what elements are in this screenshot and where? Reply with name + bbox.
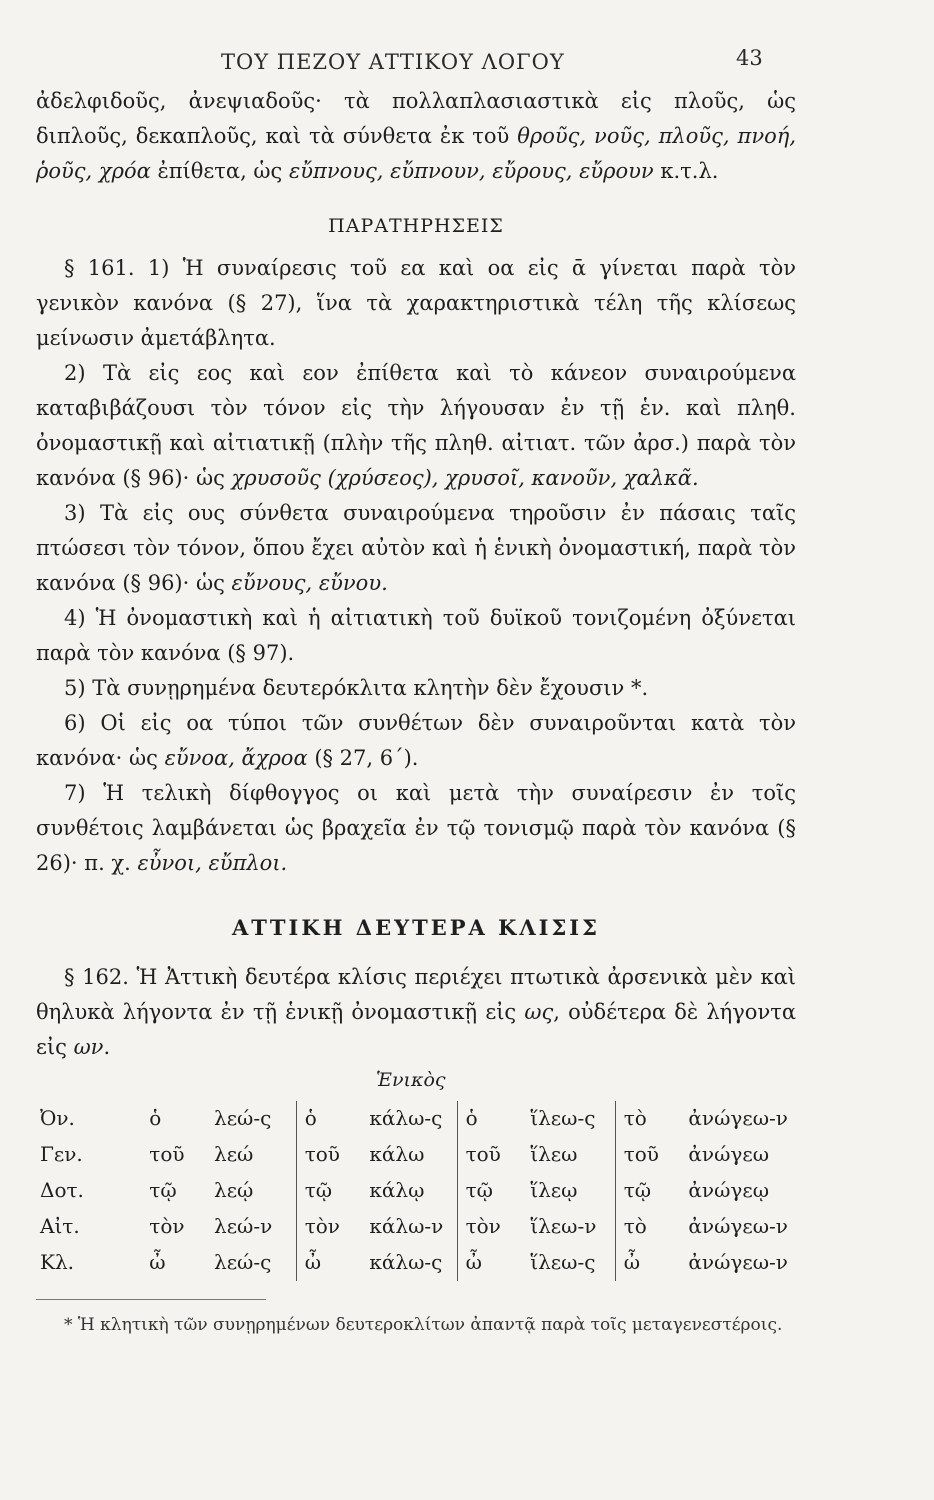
adjective-form: ἵλεω [530,1142,578,1166]
noun-form: κάλω-ν [369,1214,444,1238]
observation-2 [36,356,796,496]
adjective-form: ἵλεῳ [530,1178,578,1202]
observation-3-examples: εὔνους, εὔνου. [231,571,388,595]
paragraph-162-end: . [103,1035,111,1059]
case-label: Γεν. [40,1142,83,1166]
noun-form: ἀνώγεῳ [688,1178,770,1202]
observation-2-text: 2) Τὰ εἰς εος καὶ εον ἐπίθετα καὶ τὸ κάνεον συναιρούμενα καταβιβάζουσι τὸν τόνον εἰς τὴν λήγουσαν ἐν τῇ ἑν. καὶ πληθ. ὀνομαστικῇ καὶ αἰτιατικῇ (πλὴν τῆς πληθ. αἰτιατ. τῶν ἀρσ.) παρὰ τὸν κανόνα (§ 96)· ὡς [36,361,796,490]
observation-6-text: 6) Οἱ εἰς οα τύποι τῶν συνθέτων δὲν συναιροῦνται κατὰ τὸν κανόνα· ὡς [36,711,796,770]
article: ὁ [457,1101,522,1137]
intro-text-3: κ.τ.λ. [653,159,719,183]
article: ὦ [615,1245,680,1281]
ending-wn: ων [73,1035,104,1059]
noun-form: λεῴ [214,1178,254,1202]
section-heading: ΑΤΤΙΚΗ ΔΕΥΤΕΡΑ ΚΛΙΣΙΣ [232,915,600,940]
intro-text-1: ἀδελφιδοῦς, ἀνεψιαδοῦς· τὰ πολλαπλασιαστικὰ εἰς πλοῦς, ὡς διπλοῦς, δεκαπλοῦς, καὶ τὰ σύνθετα ἐκ τοῦ [36,89,796,148]
observations-heading: ΠΑΡΑΤΗΡΗΣΕΙΣ [328,215,504,237]
intro-examples: θροῦς, νοῦς, πλοῦς, πνοή, ῥοῦς, χρόα [36,124,797,183]
observation-3-text: 3) Τὰ εἰς ους σύνθετα συναιρούμενα τηροῦσιν ἐν πάσαις ταῖς πτώσεσι τὸν τόνον, ὅπου ἔχει αὐτὸν καὶ ἡ ἑνικὴ ὀνομαστική, παρὰ τὸν κανόνα (§ 96)· ὡς [36,501,796,595]
adjective-form: ἵλεω-ς [530,1250,596,1274]
article: τῷ [457,1173,522,1209]
running-title: ΤΟΥ ΠΕΖΟΥ ΑΤΤΙΚΟΥ ΛΟΓΟΥ [221,50,565,74]
adjective-form: ἵλεω-ν [530,1214,597,1238]
article: τὸν [457,1209,522,1245]
noun-form: κάλῳ [369,1178,425,1202]
table-row [40,1173,796,1209]
noun-form: ἀνώγεω [688,1142,770,1166]
page-number: 43 [736,46,763,70]
observation-7-examples: εὖνοι, εὔπλοι. [137,851,288,875]
article: ὁ [296,1101,361,1137]
singular-label: Ἑνικὸς [376,1069,446,1091]
noun-form: λεώ-ς [214,1250,272,1274]
article: ὁ [149,1106,162,1130]
noun-form: λεώ-ν [214,1214,273,1238]
table-row [40,1137,796,1173]
case-label: Δοτ. [40,1178,84,1202]
observation-3 [36,496,796,601]
article: τῷ [296,1173,361,1209]
intro-text-2: ἐπίθετα, ὡς [150,159,289,183]
footnote-divider [36,1299,266,1300]
paragraph-162 [36,960,796,1065]
article: τοῦ [149,1142,185,1166]
page-header [36,40,796,84]
noun-form: κάλω-ς [369,1106,443,1130]
observation-2-examples: χρυσοῦς (χρύσεος), χρυσοῖ, κανοῦν, χαλκᾶ. [231,466,699,490]
noun-form: ἀνώγεω-ν [688,1106,788,1130]
observation-4: 4) Ἡ ὀνομαστικὴ καὶ ἡ αἰτιατικὴ τοῦ δυϊκοῦ τονιζομένη ὀξύνεται παρὰ τὸν κανόνα (§ 97). [36,606,796,665]
case-label: Κλ. [40,1250,74,1274]
paragraph-162-text: § 162. Ἡ Ἀττικὴ δευτέρα κλίσις περιέχει πτωτικὰ ἀρσενικὰ μὲν καὶ θηλυκὰ λήγοντα ἐν τῇ ἑνικῇ ὀνομαστικῇ εἰς [36,965,796,1024]
noun-form: ἀνώγεω-ν [688,1250,788,1274]
article: τοῦ [615,1137,680,1173]
article: τὸν [296,1209,361,1245]
intro-paragraph [36,84,796,189]
article: τὸ [615,1101,680,1137]
noun-form: κάλω [369,1142,425,1166]
observation-7-text: 7) Ἡ τελικὴ δίφθογγος οι καὶ μετὰ τὴν συναίρεσιν ἐν τοῖς συνθέτοις λαμβάνεται ὡς βραχεῖα ἐν τῷ τονισμῷ παρὰ τὸν κανόνα (§ 26)· π. χ. [36,781,796,875]
observation-6-ref: (§ 27, 6΄). [307,746,419,770]
adjective-form: ἵλεω-ς [530,1106,596,1130]
page [36,40,796,1340]
table-row [40,1209,796,1245]
ending-ws: ως [524,1000,554,1024]
noun-form: ἀνώγεω-ν [688,1214,788,1238]
observation-6 [36,706,796,776]
paragraph-161: § 161. 1) Ἡ συναίρεσις τοῦ εα καὶ οα εἰς ᾱ γίνεται παρὰ τὸν γενικὸν κανόνα (§ 27), ἵνα τὰ χαρακτηριστικὰ τέλη τῆς κλίσεως μείνωσιν ἀμετάβλητα. [36,256,796,350]
article: ὦ [457,1245,522,1281]
declension-table [40,1101,796,1281]
noun-form: κάλω-ς [369,1250,443,1274]
case-label: Αἰτ. [40,1214,80,1238]
article: ὦ [296,1245,361,1281]
case-label: Ὀν. [40,1106,75,1130]
article: τοῦ [296,1137,361,1173]
footnote: * Ἡ κλητικὴ τῶν συνῃρημένων δευτεροκλίτων ἀπαντᾷ παρὰ τοῖς μεταγενεστέροις. [64,1315,783,1335]
table-row [40,1101,796,1137]
observation-7 [36,776,796,881]
article: τῷ [149,1178,177,1202]
intro-examples-2: εὔπνους, εὔπνουν, εὔρους, εὔρουν [288,159,654,183]
article: τῷ [615,1173,680,1209]
article: τὸ [615,1209,680,1245]
noun-form: λεώ [214,1142,254,1166]
article: τὸν [149,1214,185,1238]
article: τοῦ [457,1137,522,1173]
table-row [40,1245,796,1281]
noun-form: λεώ-ς [214,1106,272,1130]
paragraph-162-mid: , οὐδέτερα δὲ λήγοντα εἰς [36,1000,797,1059]
article: ὦ [149,1250,166,1274]
observation-6-examples: εὔνοα, ἄχροα [164,746,308,770]
observation-5: 5) Τὰ συνῃρημένα δευτερόκλιτα κλητὴν δὲν ἔχουσιν *. [64,676,649,700]
